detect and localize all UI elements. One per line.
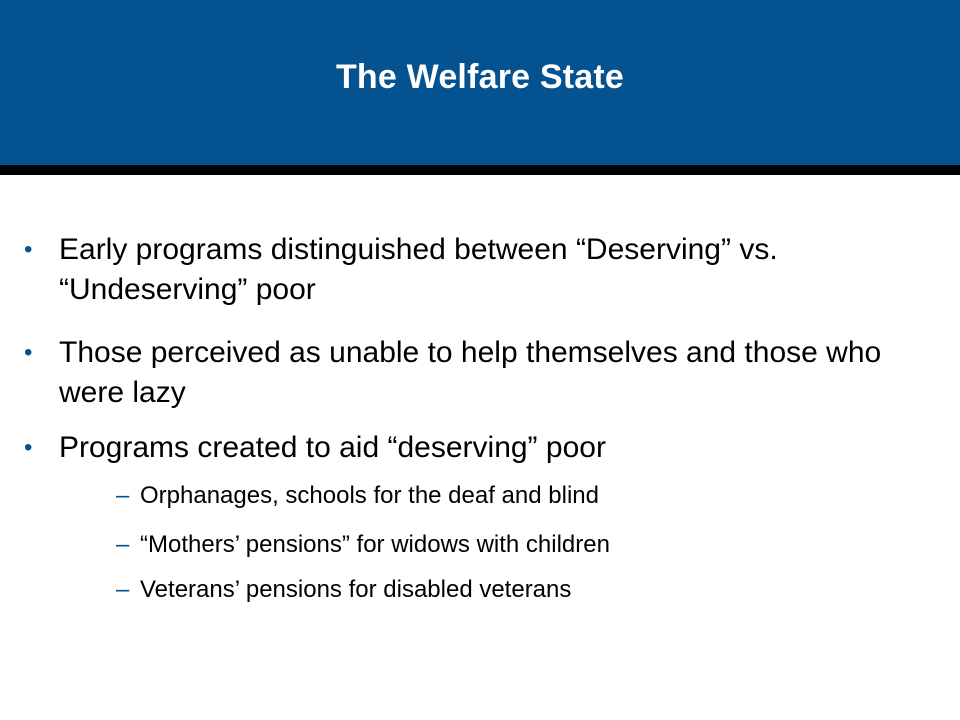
sub-bullet-item: [116, 530, 916, 560]
bullet-marker: •: [24, 339, 33, 366]
bullet-item: [24, 428, 924, 468]
slide-title: The Welfare State: [335, 58, 625, 96]
sub-bullet-item: [116, 481, 916, 511]
bullet-marker: •: [24, 236, 33, 263]
sub-bullet-marker: –: [116, 576, 130, 603]
bullet-text: Those perceived as unable to help themselves and those who were lazy: [59, 336, 882, 409]
sub-bullet-item: [116, 575, 916, 605]
bullet-item: [24, 230, 924, 310]
sub-bullet-marker: –: [116, 482, 130, 509]
sub-bullet-text: Veterans’ pensions for disabled veterans: [140, 576, 572, 603]
sub-bullet-text: “Mothers’ pensions” for widows with children: [140, 531, 610, 558]
sub-bullet-text: Orphanages, schools for the deaf and blind: [140, 482, 599, 509]
title-divider: [0, 165, 960, 175]
bullet-item: [24, 333, 924, 413]
bullet-text: Early programs distinguished between “Deserving” vs. “Undeserving” poor: [59, 233, 778, 306]
title-bar: [0, 0, 960, 165]
bullet-marker: •: [24, 434, 33, 461]
bullet-text: Programs created to aid “deserving” poor: [59, 431, 606, 464]
sub-bullet-marker: –: [116, 531, 130, 558]
